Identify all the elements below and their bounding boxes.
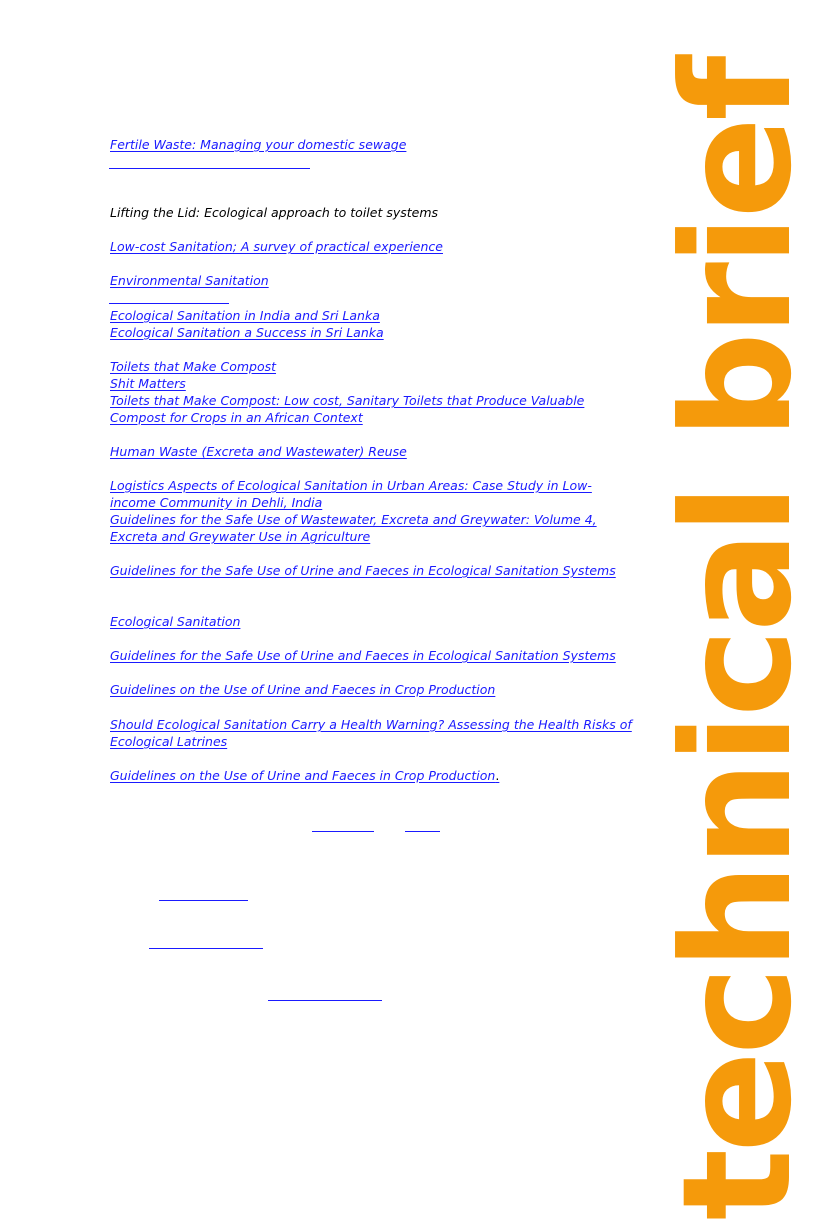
reference-link-ecological-sanitation[interactable]: Ecological Sanitation: [110, 614, 241, 629]
reference-link-logistics-ecosan-urban[interactable]: Logistics Aspects of Ecological Sanitation in Urban Areas: Case Study in Low-income Community in Dehli, India: [110, 478, 592, 510]
blank-link-underline[interactable]: [149, 948, 263, 949]
reference-link-toilets-compost-african-context[interactable]: Toilets that Make Compost: Low cost, Sanitary Toilets that Produce Valuable Compost for Crops in an African Context: [110, 393, 585, 425]
reference-link-guidelines-crop-production-2[interactable]: [110, 767, 499, 784]
reference-link-label[interactable]: Guidelines on the Use of Urine and Faeces in Crop Production: [110, 768, 496, 783]
blank-link-underline[interactable]: [159, 900, 248, 901]
reference-link-ecosan-india-sri-lanka[interactable]: Ecological Sanitation in India and Sri Lanka: [110, 308, 380, 323]
blank-link-underline[interactable]: [405, 831, 440, 832]
blank-link-underline[interactable]: [268, 1000, 382, 1001]
reference-link-fertile-waste[interactable]: Fertile Waste: Managing your domestic sewage: [110, 137, 407, 152]
blank-link-underline[interactable]: [109, 303, 229, 304]
reference-link-low-cost-sanitation[interactable]: Low-cost Sanitation; A survey of practical experience: [110, 239, 443, 254]
reference-link-shit-matters[interactable]: Shit Matters: [110, 376, 186, 391]
reference-link-guidelines-urine-faeces-2[interactable]: Guidelines for the Safe Use of Urine and Faeces in Ecological Sanitation Systems: [110, 648, 616, 663]
reference-link-who-guidelines-vol4[interactable]: Guidelines for the Safe Use of Wastewater, Excreta and Greywater: Volume 4, Excreta and Greywater Use in Agriculture: [110, 512, 597, 544]
reference-link-guidelines-crop-production-1[interactable]: Guidelines on the Use of Urine and Faeces in Crop Production: [110, 682, 496, 697]
reference-link-guidelines-urine-faeces-1[interactable]: Guidelines for the Safe Use of Urine and Faeces in Ecological Sanitation Systems: [110, 563, 616, 578]
blank-link-underline[interactable]: [312, 831, 374, 832]
technical-brief-watermark: technical brief: [651, 59, 825, 1220]
reference-text-lifting-the-lid: Lifting the Lid: Ecological approach to toilet systems: [110, 205, 439, 220]
blank-link-underline[interactable]: [109, 168, 310, 169]
reference-link-toilets-that-make-compost[interactable]: Toilets that Make Compost: [110, 359, 277, 374]
reference-link-environmental-sanitation[interactable]: Environmental Sanitation: [110, 273, 269, 288]
reference-link-health-warning[interactable]: Should Ecological Sanitation Carry a Health Warning? Assessing the Health Risks of Ecological Latrines: [110, 717, 632, 749]
reference-link-human-waste-reuse[interactable]: Human Waste (Excreta and Wastewater) Reuse: [110, 444, 407, 459]
reference-link-ecosan-success-sri-lanka[interactable]: Ecological Sanitation a Success in Sri Lanka: [110, 325, 384, 340]
trailing-period: .: [495, 768, 500, 783]
